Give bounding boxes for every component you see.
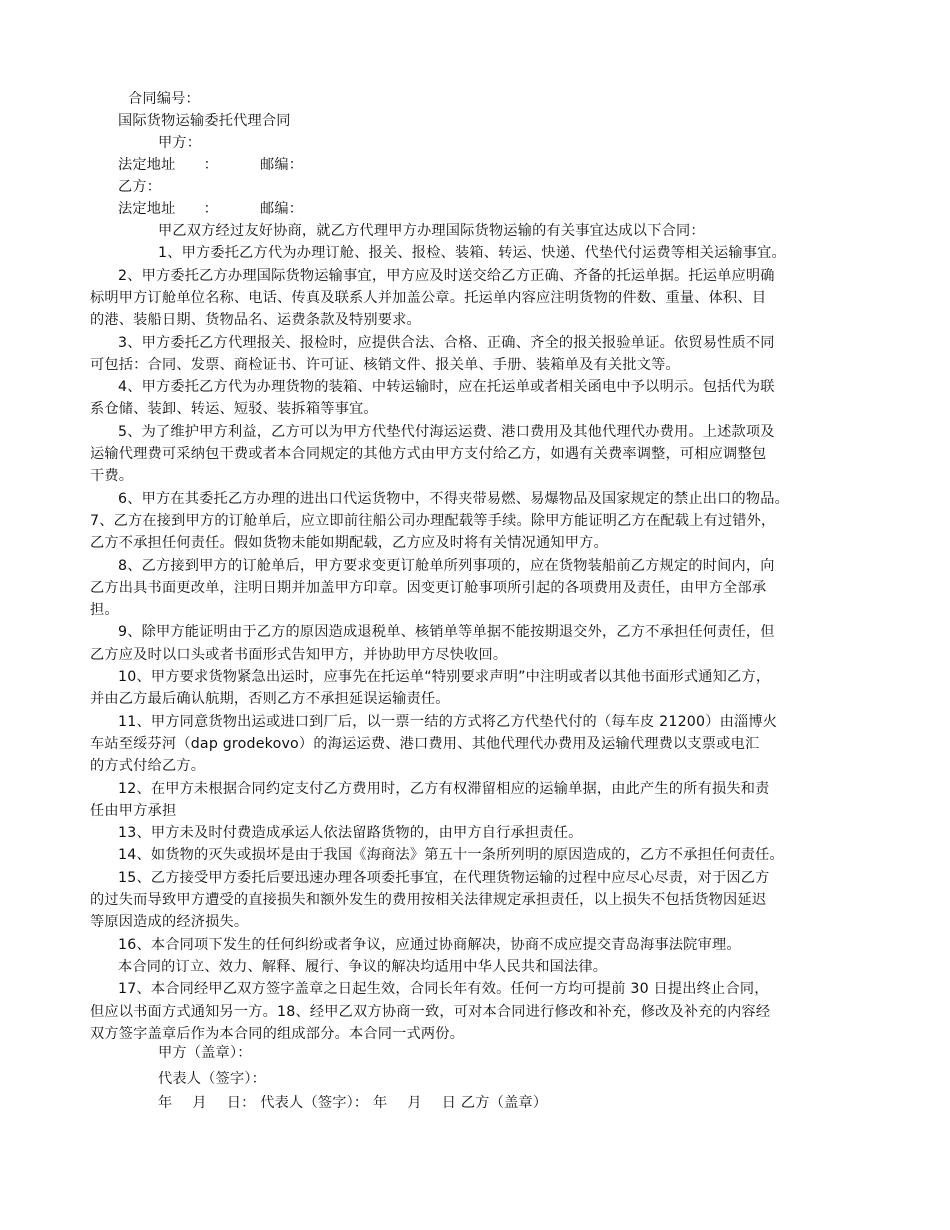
body-line: 并由乙方最后确认航期，否则乙方不承担延误运输责任。 <box>90 691 450 707</box>
body-line: 运输代理费可采纳包干费或者本合同规定的其他方式由甲方支付给乙方，如遇有关费率调整，可相应调整包 <box>90 446 767 462</box>
party-a-address-row <box>118 154 303 176</box>
body-line: 4、甲方委托乙方代为办理货物的装箱、中转运输时，应在托运单或者相关函电中予以明示。包括代为联 <box>118 379 775 395</box>
day-label: 日 <box>441 1095 457 1111</box>
representative-sign-label: 代表人（签字）： <box>260 1095 369 1111</box>
body-line: 11、甲方同意货物出运或进口到厂后，以一票一结的方式将乙方代垫代付的（每车皮 21200）由淄博火 <box>118 714 778 730</box>
body-line: 标明甲方订舱单位名称、电话、传真及联系人并加盖公章。托运单内容应注明货物的件数、重量、体积、目 <box>90 290 767 306</box>
address-colon: ： <box>203 201 218 217</box>
body-line: 的港、装船日期、货物品名、运费条款及特别要求。 <box>90 312 421 328</box>
body-line: 7、乙方在接到甲方的订舱单后，应立即前往船公司办理配载等手续。除甲方能证明乙方在配载上有过错外， <box>90 513 776 529</box>
address-colon: ： <box>203 157 218 173</box>
body-line: 1、甲方委托乙方代为办理订舱、报关、报检、装箱、转运、快递、代垫代付运费等相关运输事宜。 <box>158 245 786 261</box>
body-line: 双方签字盖章后作为本合同的组成部分。本合同一式两份。 <box>90 1026 465 1042</box>
body-line: 14、如货物的灭失或损坏是由于我国《海商法》第五十一条所列明的原因造成的，乙方不承担任何责任。 <box>118 847 784 863</box>
body-line: 3、甲方委托乙方代理报关、报检时，应提供合法、合格、正确、齐全的报关报验单证。依贸易性质不同 <box>118 335 775 351</box>
body-line: 8、乙方接到甲方的订舱单后，甲方要求变更订舱单所列事项的，应在货物装船前乙方规定的时间内，向 <box>118 558 775 574</box>
month-label: 月 <box>192 1095 207 1111</box>
signature-date-row <box>158 1092 547 1114</box>
representative-sign-label: 代表人（签字）： <box>158 1071 267 1087</box>
body-line: 等原因造成的经济损失。 <box>90 914 249 930</box>
body-line: 6、甲方在其委托乙方办理的进出口代运货物中，不得夹带易燃、易爆物品及国家规定的禁止出口的物品。 <box>118 491 790 507</box>
year-label: 年 <box>373 1095 388 1111</box>
body-line: 的过失而导致甲方遭受的直接损失和额外发生的费用按相关法律规定承担责任，以上损失不包括货物因延迟 <box>90 892 767 908</box>
body-line: 车站至绥芬河（dap grodekovo）的海运运费、港口费用、其他代理代办费用及运输代理费以支票或电汇 <box>90 736 760 752</box>
body-line: 但应以书面方式通知另一方。18、经甲乙双方协商一致，可对本合同进行修改和补充，修改及补充的内容经 <box>90 1004 771 1020</box>
address-label: 法定地址 <box>118 157 176 173</box>
body-line: 13、甲方未及时付费造成承运人依法留路货物的，由甲方自行承担责任。 <box>118 825 583 841</box>
party-b-label: 乙方： <box>118 179 162 195</box>
body-line: 任由甲方承担 <box>90 803 177 819</box>
body-line: 2、甲方委托乙方办理国际货物运输事宜，甲方应及时送交给乙方正确、齐备的托运单据。托运单应明确 <box>118 268 775 284</box>
body-line: 15、乙方接受甲方委托后要迅速办理各项委托事宜，在代理货物运输的过程中应尽心尽责，对于因乙方 <box>118 870 770 886</box>
body-line: 乙方不承担任何责任。假如货物未能如期配载，乙方应及时将有关情况通知甲方。 <box>90 535 608 551</box>
body-line: 10、甲方要求货物紧急出运时，应事先在托运单“特别要求声明”中注明或者以其他书面形式通知乙方， <box>118 669 771 685</box>
address-label: 法定地址 <box>118 201 176 217</box>
body-line: 系仓储、装卸、转运、短驳、装拆箱等事宜。 <box>90 401 378 417</box>
body-line: 本合同的订立、效力、解释、履行、争议的解决均适用中华人民共和国法律。 <box>118 959 608 975</box>
body-line: 9、除甲方能证明由于乙方的原因造成退税单、核销单等单据不能按期退交外，乙方不承担任何责任，但 <box>118 624 775 640</box>
body-line: 乙方应及时以口头或者书面形式告知甲方，并协助甲方尽快收回。 <box>90 647 508 663</box>
body-line: 可包括：合同、发票、商检证书、许可证、核销文件、报关单、手册、装箱单及有关批文等。 <box>90 357 680 373</box>
body-line: 乙方出具书面更改单，注明日期并加盖甲方印章。因变更订舱事项所引起的各项费用及责任，由甲方全部承 <box>90 580 767 596</box>
body-line: 甲乙双方经过友好协商，就乙方代理甲方办理国际货物运输的有关事宜达成以下合同： <box>158 223 705 239</box>
body-line: 担。 <box>90 602 119 618</box>
body-line: 16、本合同项下发生的任何纠纷或者争议，应通过协商解决，协商不成应提交青岛海事法院审理。 <box>118 937 741 953</box>
year-label: 年 <box>158 1095 173 1111</box>
body-line: 的方式付给乙方。 <box>90 758 206 774</box>
day-label: 日： <box>226 1095 256 1111</box>
party-a-label: 甲方： <box>158 135 202 151</box>
postcode-label: 邮编： <box>259 201 304 217</box>
body-line: 干费。 <box>90 468 134 484</box>
party-a-seal-label: 甲方（盖章）： <box>158 1045 252 1061</box>
contract-number-label: 合同编号： <box>128 91 200 107</box>
body-line: 12、在甲方未根据合同约定支付乙方费用时，乙方有权滞留相应的运输单据，由此产生的所有损失和责 <box>118 781 770 797</box>
document-title: 国际货物运输委托代理合同 <box>118 113 291 129</box>
party-b-seal-label: 乙方（盖章） <box>460 1095 548 1111</box>
body-line: 17、本合同经甲乙双方签字盖章之日起生效，合同长年有效。任何一方均可提前 30 日提出终止合同， <box>118 981 769 997</box>
party-b-address-row <box>118 198 303 220</box>
month-label: 月 <box>407 1095 422 1111</box>
body-line: 5、为了维护甲方利益，乙方可以为甲方代垫代付海运运费、港口费用及其他代理代办费用。上述款项及 <box>118 424 775 440</box>
postcode-label: 邮编： <box>259 157 304 173</box>
